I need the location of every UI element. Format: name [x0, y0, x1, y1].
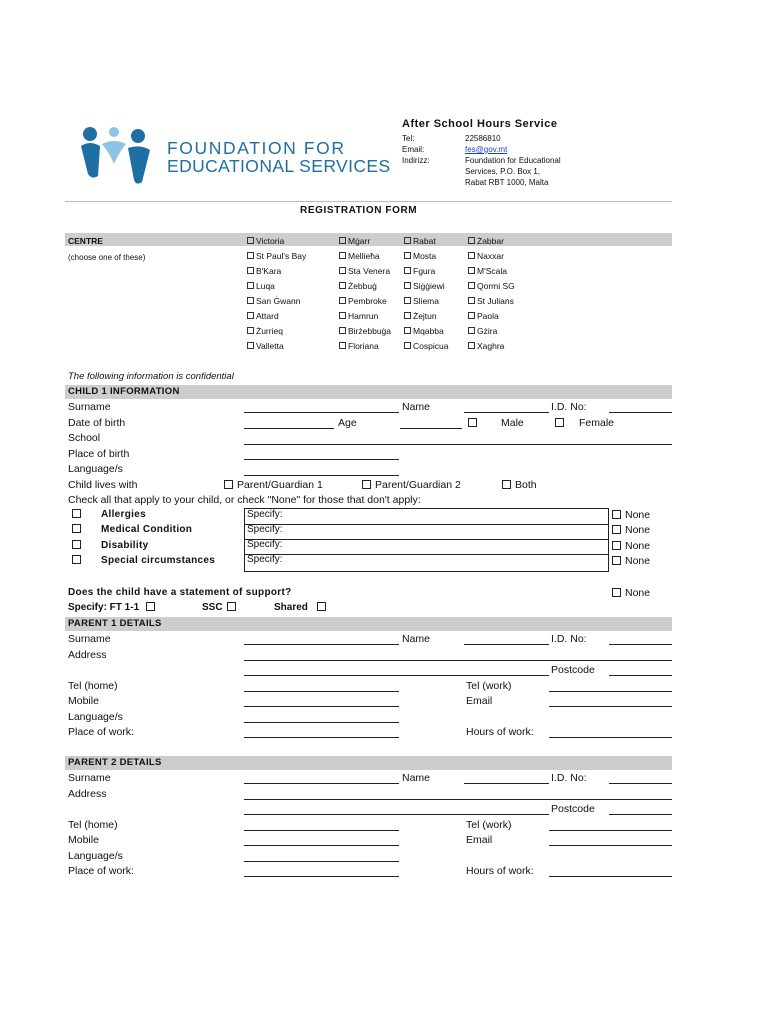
special-circumstances-checkbox[interactable]: [72, 555, 81, 564]
statement-question: Does the child have a statement of support?: [68, 587, 292, 598]
centre-option-label: Mġarr: [348, 236, 371, 246]
centre-checkbox[interactable]: [468, 342, 475, 349]
disability-none-option[interactable]: [612, 540, 650, 552]
parent2-tel-work-field[interactable]: [549, 830, 672, 831]
parent1-section-title: PARENT 1 DETAILS: [68, 618, 162, 629]
parent1-id-label: I.D. No:: [551, 633, 587, 645]
disability-checkbox[interactable]: [72, 540, 81, 549]
child-pob-label: Place of birth: [68, 448, 130, 460]
parent1-address-line2[interactable]: [244, 675, 549, 676]
both-label: Both: [515, 479, 537, 491]
parent1-tel-work-field[interactable]: [549, 691, 672, 692]
parent1-email-field[interactable]: [549, 706, 672, 707]
parent2-tel-home-field[interactable]: [244, 830, 399, 831]
centre-checkbox[interactable]: [468, 282, 475, 289]
parent2-mobile-label: Mobile: [68, 834, 99, 846]
centre-option[interactable]: [468, 251, 504, 261]
child-name-label: Name: [402, 401, 431, 413]
centre-option[interactable]: [468, 326, 497, 336]
centre-option-label: Mellieħa: [348, 251, 380, 261]
medical-condition-label: Medical Condition: [101, 524, 193, 535]
logo-figures-icon: [78, 124, 156, 186]
centre-checkbox[interactable]: [247, 252, 254, 259]
none-label: None: [625, 555, 651, 567]
header-divider: [65, 201, 672, 202]
statement-none-option[interactable]: [612, 587, 650, 599]
parent2-email-field[interactable]: [549, 845, 672, 846]
centre-checkbox[interactable]: [468, 237, 475, 244]
parent2-place-of-work-label: Place of work:: [68, 865, 134, 877]
centre-option[interactable]: [247, 281, 275, 291]
centre-option[interactable]: [247, 326, 283, 336]
parent2-languages-field[interactable]: [244, 861, 399, 862]
centre-checkbox[interactable]: [404, 282, 411, 289]
centre-option[interactable]: [404, 296, 439, 306]
centre-checkbox[interactable]: [339, 327, 346, 334]
centre-checkbox[interactable]: [247, 327, 254, 334]
centre-option-label: Żejtun: [413, 311, 437, 321]
parent2-id-label: I.D. No:: [551, 772, 587, 784]
special-circumstances-label: Special circumstances: [101, 555, 216, 566]
centre-option-label: Qormi SG: [477, 281, 515, 291]
none-label: None: [625, 524, 651, 536]
centre-checkbox[interactable]: [247, 282, 254, 289]
ft-option[interactable]: [68, 602, 159, 613]
parent1-name-field[interactable]: [464, 644, 549, 645]
centre-option[interactable]: [404, 266, 435, 276]
centre-option[interactable]: [339, 311, 378, 321]
centre-option[interactable]: [247, 341, 284, 351]
shared-checkbox[interactable]: [317, 602, 326, 611]
centre-option[interactable]: [247, 311, 279, 321]
parent1-hours-of-work-label: Hours of work:: [466, 726, 534, 738]
centre-option-label: Paola: [477, 311, 499, 321]
centre-option[interactable]: [468, 266, 507, 276]
parent2-address-line1[interactable]: [244, 799, 672, 800]
guardian2-checkbox[interactable]: [362, 480, 371, 489]
parent1-email-label: Email: [466, 695, 493, 707]
parent2-tel-work-label: Tel (work): [466, 819, 512, 831]
ft-checkbox[interactable]: [146, 602, 155, 611]
parent2-place-of-work-field[interactable]: [244, 876, 399, 877]
centre-option-label: Sliema: [413, 296, 439, 306]
centre-option[interactable]: [404, 326, 444, 336]
shared-label: Shared: [274, 602, 308, 613]
allergies-none-checkbox[interactable]: [612, 510, 621, 519]
allergies-none-option[interactable]: [612, 509, 650, 521]
centre-option[interactable]: [339, 266, 390, 276]
form-title: REGISTRATION FORM: [300, 205, 418, 216]
parent2-address-line2[interactable]: [244, 814, 549, 815]
centre-option[interactable]: [468, 281, 515, 291]
parent1-languages-field[interactable]: [244, 722, 399, 723]
centre-option-label: Xaghra: [477, 341, 505, 351]
centre-checkbox[interactable]: [339, 252, 346, 259]
centre-option[interactable]: [339, 326, 391, 336]
specify-disability[interactable]: [245, 539, 608, 555]
child-dob-field[interactable]: [244, 428, 334, 429]
allergies-label: Allergies: [101, 509, 146, 520]
child-school-label: School: [68, 432, 101, 444]
centre-option[interactable]: [339, 281, 377, 291]
parent2-surname-label: Surname: [68, 772, 111, 784]
centre-option[interactable]: [247, 251, 306, 261]
child-section-title: CHILD 1 INFORMATION: [68, 386, 180, 397]
parent1-hours-of-work-field[interactable]: [549, 737, 672, 738]
tel-label: Tel:: [402, 134, 415, 143]
guardian1-label: Parent/Guardian 1: [237, 479, 323, 491]
parent2-hours-of-work-label: Hours of work:: [466, 865, 534, 877]
centre-option-label: Valletta: [256, 341, 284, 351]
centre-option[interactable]: [339, 341, 379, 351]
parent2-id-field[interactable]: [609, 783, 672, 784]
parent2-name-label: Name: [402, 772, 431, 784]
both-option[interactable]: [502, 479, 537, 491]
centre-option-label: Żebbuġ: [348, 281, 377, 291]
allergies-option[interactable]: [72, 509, 146, 520]
child-surname-field[interactable]: [244, 412, 399, 413]
medical-condition-option[interactable]: [72, 524, 192, 535]
centre-checkbox[interactable]: [339, 342, 346, 349]
centre-option[interactable]: [468, 236, 504, 246]
centre-option[interactable]: [468, 296, 514, 306]
parent2-name-field[interactable]: [464, 783, 549, 784]
centre-option-label: Fgura: [413, 266, 436, 276]
parent2-section-band: [65, 756, 672, 770]
centre-option[interactable]: [339, 251, 380, 261]
parent1-tel-home-label: Tel (home): [68, 680, 118, 692]
address-line3: Rabat RBT 1000, Malta: [465, 178, 549, 187]
address-line1: Foundation for Educational: [465, 156, 561, 165]
centre-option-label: Sta Venera: [348, 266, 391, 276]
parent1-postcode-field[interactable]: [609, 675, 672, 676]
parent1-tel-work-label: Tel (work): [466, 680, 512, 692]
ssc-label: SSC: [202, 602, 223, 613]
centre-option[interactable]: [404, 281, 445, 291]
centre-checkbox[interactable]: [247, 312, 254, 319]
email-link[interactable]: fes@gov.mt: [465, 145, 508, 154]
none-label: None: [625, 509, 651, 521]
ft-label: Specify: FT 1-1: [68, 602, 140, 613]
disability-none-checkbox[interactable]: [612, 541, 621, 550]
ssc-checkbox[interactable]: [227, 602, 236, 611]
centre-option-label: Pembroke: [348, 296, 387, 306]
child-id-field[interactable]: [609, 412, 672, 413]
medical-condition-none-checkbox[interactable]: [612, 525, 621, 534]
centre-checkbox[interactable]: [247, 237, 254, 244]
centre-checkbox[interactable]: [247, 297, 254, 304]
specify-box: [244, 508, 609, 572]
centre-option-label: Naxxar: [477, 251, 504, 261]
centre-checkbox[interactable]: [404, 252, 411, 259]
female-option[interactable]: [555, 417, 568, 429]
child-languages-label: Language/s: [68, 463, 123, 475]
centre-checkbox[interactable]: [247, 267, 254, 274]
child-section-band: [65, 385, 672, 399]
centre-option-label: Żabbar: [477, 236, 504, 246]
child-dob-label: Date of birth: [68, 417, 126, 429]
centre-option[interactable]: [247, 266, 281, 276]
address-label: Indirizz:: [402, 156, 430, 165]
centre-option[interactable]: [404, 311, 437, 321]
centre-option-label: Hamrun: [348, 311, 379, 321]
centre-option[interactable]: [247, 236, 284, 246]
centre-label: CENTRE: [68, 236, 103, 246]
medical-condition-checkbox[interactable]: [72, 524, 81, 533]
parent2-surname-field[interactable]: [244, 783, 399, 784]
special-circumstances-none-option[interactable]: [612, 555, 650, 567]
centre-option-label: Floriana: [348, 341, 379, 351]
child-languages-field[interactable]: [244, 475, 399, 476]
specify-label: Specify:: [247, 524, 283, 535]
centre-option-label: Mosta: [413, 251, 437, 261]
centre-option-label: Mqabba: [413, 326, 444, 336]
confidential-note: The following information is confidential: [68, 371, 234, 382]
female-checkbox[interactable]: [555, 418, 564, 427]
parent2-postcode-field[interactable]: [609, 814, 672, 815]
centre-checkbox[interactable]: [404, 267, 411, 274]
centre-checkbox[interactable]: [468, 297, 475, 304]
centre-hint: (choose one of these): [68, 253, 146, 262]
centre-option[interactable]: [468, 311, 499, 321]
centre-checkbox[interactable]: [404, 237, 411, 244]
centre-option-label: Attard: [256, 311, 279, 321]
centre-option-label: Birżebbuġa: [348, 326, 392, 336]
child-pob-field[interactable]: [244, 459, 399, 460]
special-circumstances-none-checkbox[interactable]: [612, 556, 621, 565]
parent1-section-band: [65, 617, 672, 631]
centre-option-label: Luqa: [256, 281, 275, 291]
both-checkbox[interactable]: [502, 480, 511, 489]
centre-option-label: Siġġiewi: [413, 281, 445, 291]
disability-label: Disability: [101, 540, 149, 551]
centre-option-label: Żurrieq: [256, 326, 283, 336]
centre-checkbox[interactable]: [404, 342, 411, 349]
parent2-mobile-field[interactable]: [244, 845, 399, 846]
centre-checkbox[interactable]: [339, 267, 346, 274]
child-age-label: Age: [338, 417, 357, 429]
centre-checkbox[interactable]: [339, 312, 346, 319]
centre-checkbox[interactable]: [468, 312, 475, 319]
guardian2-option[interactable]: [362, 479, 461, 491]
parent1-mobile-label: Mobile: [68, 695, 99, 707]
parent1-address-line1[interactable]: [244, 660, 672, 661]
female-label: Female: [579, 417, 615, 429]
specify-allergies[interactable]: [245, 509, 608, 525]
guardian1-option[interactable]: [224, 479, 323, 491]
centre-option[interactable]: [404, 236, 436, 246]
parent2-postcode-label: Postcode: [551, 803, 595, 815]
lives-with-label: Child lives with: [68, 479, 138, 491]
parent1-surname-label: Surname: [68, 633, 111, 645]
child-name-field[interactable]: [464, 412, 549, 413]
centre-option-label: St Julians: [477, 296, 514, 306]
logo-line2: EDUCATIONAL SERVICES: [167, 156, 391, 176]
address-line2: Services, P.O. Box 1,: [465, 167, 540, 176]
centre-option[interactable]: [339, 296, 387, 306]
centre-option[interactable]: [404, 341, 448, 351]
centre-checkbox[interactable]: [404, 297, 411, 304]
parent2-tel-home-label: Tel (home): [68, 819, 118, 831]
male-label: Male: [501, 417, 524, 429]
centre-checkbox[interactable]: [247, 342, 254, 349]
child-school-field[interactable]: [244, 444, 672, 445]
allergies-checkbox[interactable]: [72, 509, 81, 518]
statement-none-checkbox[interactable]: [612, 588, 621, 597]
email-label: Email:: [402, 145, 425, 154]
centre-option[interactable]: [339, 236, 370, 246]
guardian1-checkbox[interactable]: [224, 480, 233, 489]
centre-checkbox[interactable]: [468, 327, 475, 334]
parent1-surname-field[interactable]: [244, 644, 399, 645]
logo-line1: FOUNDATION FOR: [167, 138, 346, 158]
tel-value: 22586810: [465, 134, 501, 143]
parent2-languages-label: Language/s: [68, 850, 123, 862]
child-age-field[interactable]: [400, 428, 462, 429]
centre-checkbox[interactable]: [339, 282, 346, 289]
centre-checkbox[interactable]: [468, 267, 475, 274]
guardian2-label: Parent/Guardian 2: [375, 479, 461, 491]
centre-option-label: M'Scala: [477, 266, 507, 276]
specify-special[interactable]: [245, 554, 608, 569]
parent2-section-title: PARENT 2 DETAILS: [68, 757, 162, 768]
special-circumstances-option[interactable]: [72, 555, 215, 566]
parent2-email-label: Email: [466, 834, 493, 846]
parent1-place-of-work-field[interactable]: [244, 737, 399, 738]
parent2-hours-of-work-field[interactable]: [549, 876, 672, 877]
centre-option-label: St Paul's Bay: [256, 251, 307, 261]
centre-checkbox[interactable]: [468, 252, 475, 259]
parent1-place-of-work-label: Place of work:: [68, 726, 134, 738]
centre-option[interactable]: [247, 296, 300, 306]
shared-option[interactable]: [274, 602, 330, 613]
parent1-languages-label: Language/s: [68, 711, 123, 723]
ssc-option[interactable]: [202, 602, 240, 613]
centre-option-label: Rabat: [413, 236, 436, 246]
specify-label: Specify:: [247, 554, 283, 565]
parent1-mobile-field[interactable]: [244, 706, 399, 707]
centre-checkbox[interactable]: [339, 297, 346, 304]
parent1-id-field[interactable]: [609, 644, 672, 645]
centre-option-label: B'Kara: [256, 266, 282, 276]
disability-option[interactable]: [72, 540, 148, 551]
specify-label: Specify:: [247, 539, 283, 550]
centre-option-label: Victoria: [256, 236, 285, 246]
parent1-address-label: Address: [68, 649, 107, 661]
parent1-tel-home-field[interactable]: [244, 691, 399, 692]
centre-option[interactable]: [404, 251, 436, 261]
child-surname-label: Surname: [68, 401, 111, 413]
parent2-address-label: Address: [68, 788, 107, 800]
statement-none-label: None: [625, 587, 651, 599]
service-title: After School Hours Service: [402, 118, 558, 130]
male-option[interactable]: [468, 417, 481, 429]
centre-option-label: San Ġwann: [256, 296, 301, 306]
check-note: Check all that apply to your child, or check "None" for those that don't apply:: [68, 494, 421, 506]
specify-label: Specify:: [247, 509, 283, 520]
child-id-label: I.D. No:: [551, 401, 587, 413]
centre-option[interactable]: [468, 341, 504, 351]
centre-option-label: Cospicua: [413, 341, 449, 351]
centre-option-label: Gżira: [477, 326, 498, 336]
medical-condition-none-option[interactable]: [612, 524, 650, 536]
male-checkbox[interactable]: [468, 418, 477, 427]
specify-medical[interactable]: [245, 524, 608, 540]
centre-checkbox[interactable]: [339, 237, 346, 244]
centre-checkbox[interactable]: [404, 327, 411, 334]
parent1-name-label: Name: [402, 633, 431, 645]
parent1-postcode-label: Postcode: [551, 664, 595, 676]
centre-checkbox[interactable]: [404, 312, 411, 319]
none-label: None: [625, 540, 651, 552]
